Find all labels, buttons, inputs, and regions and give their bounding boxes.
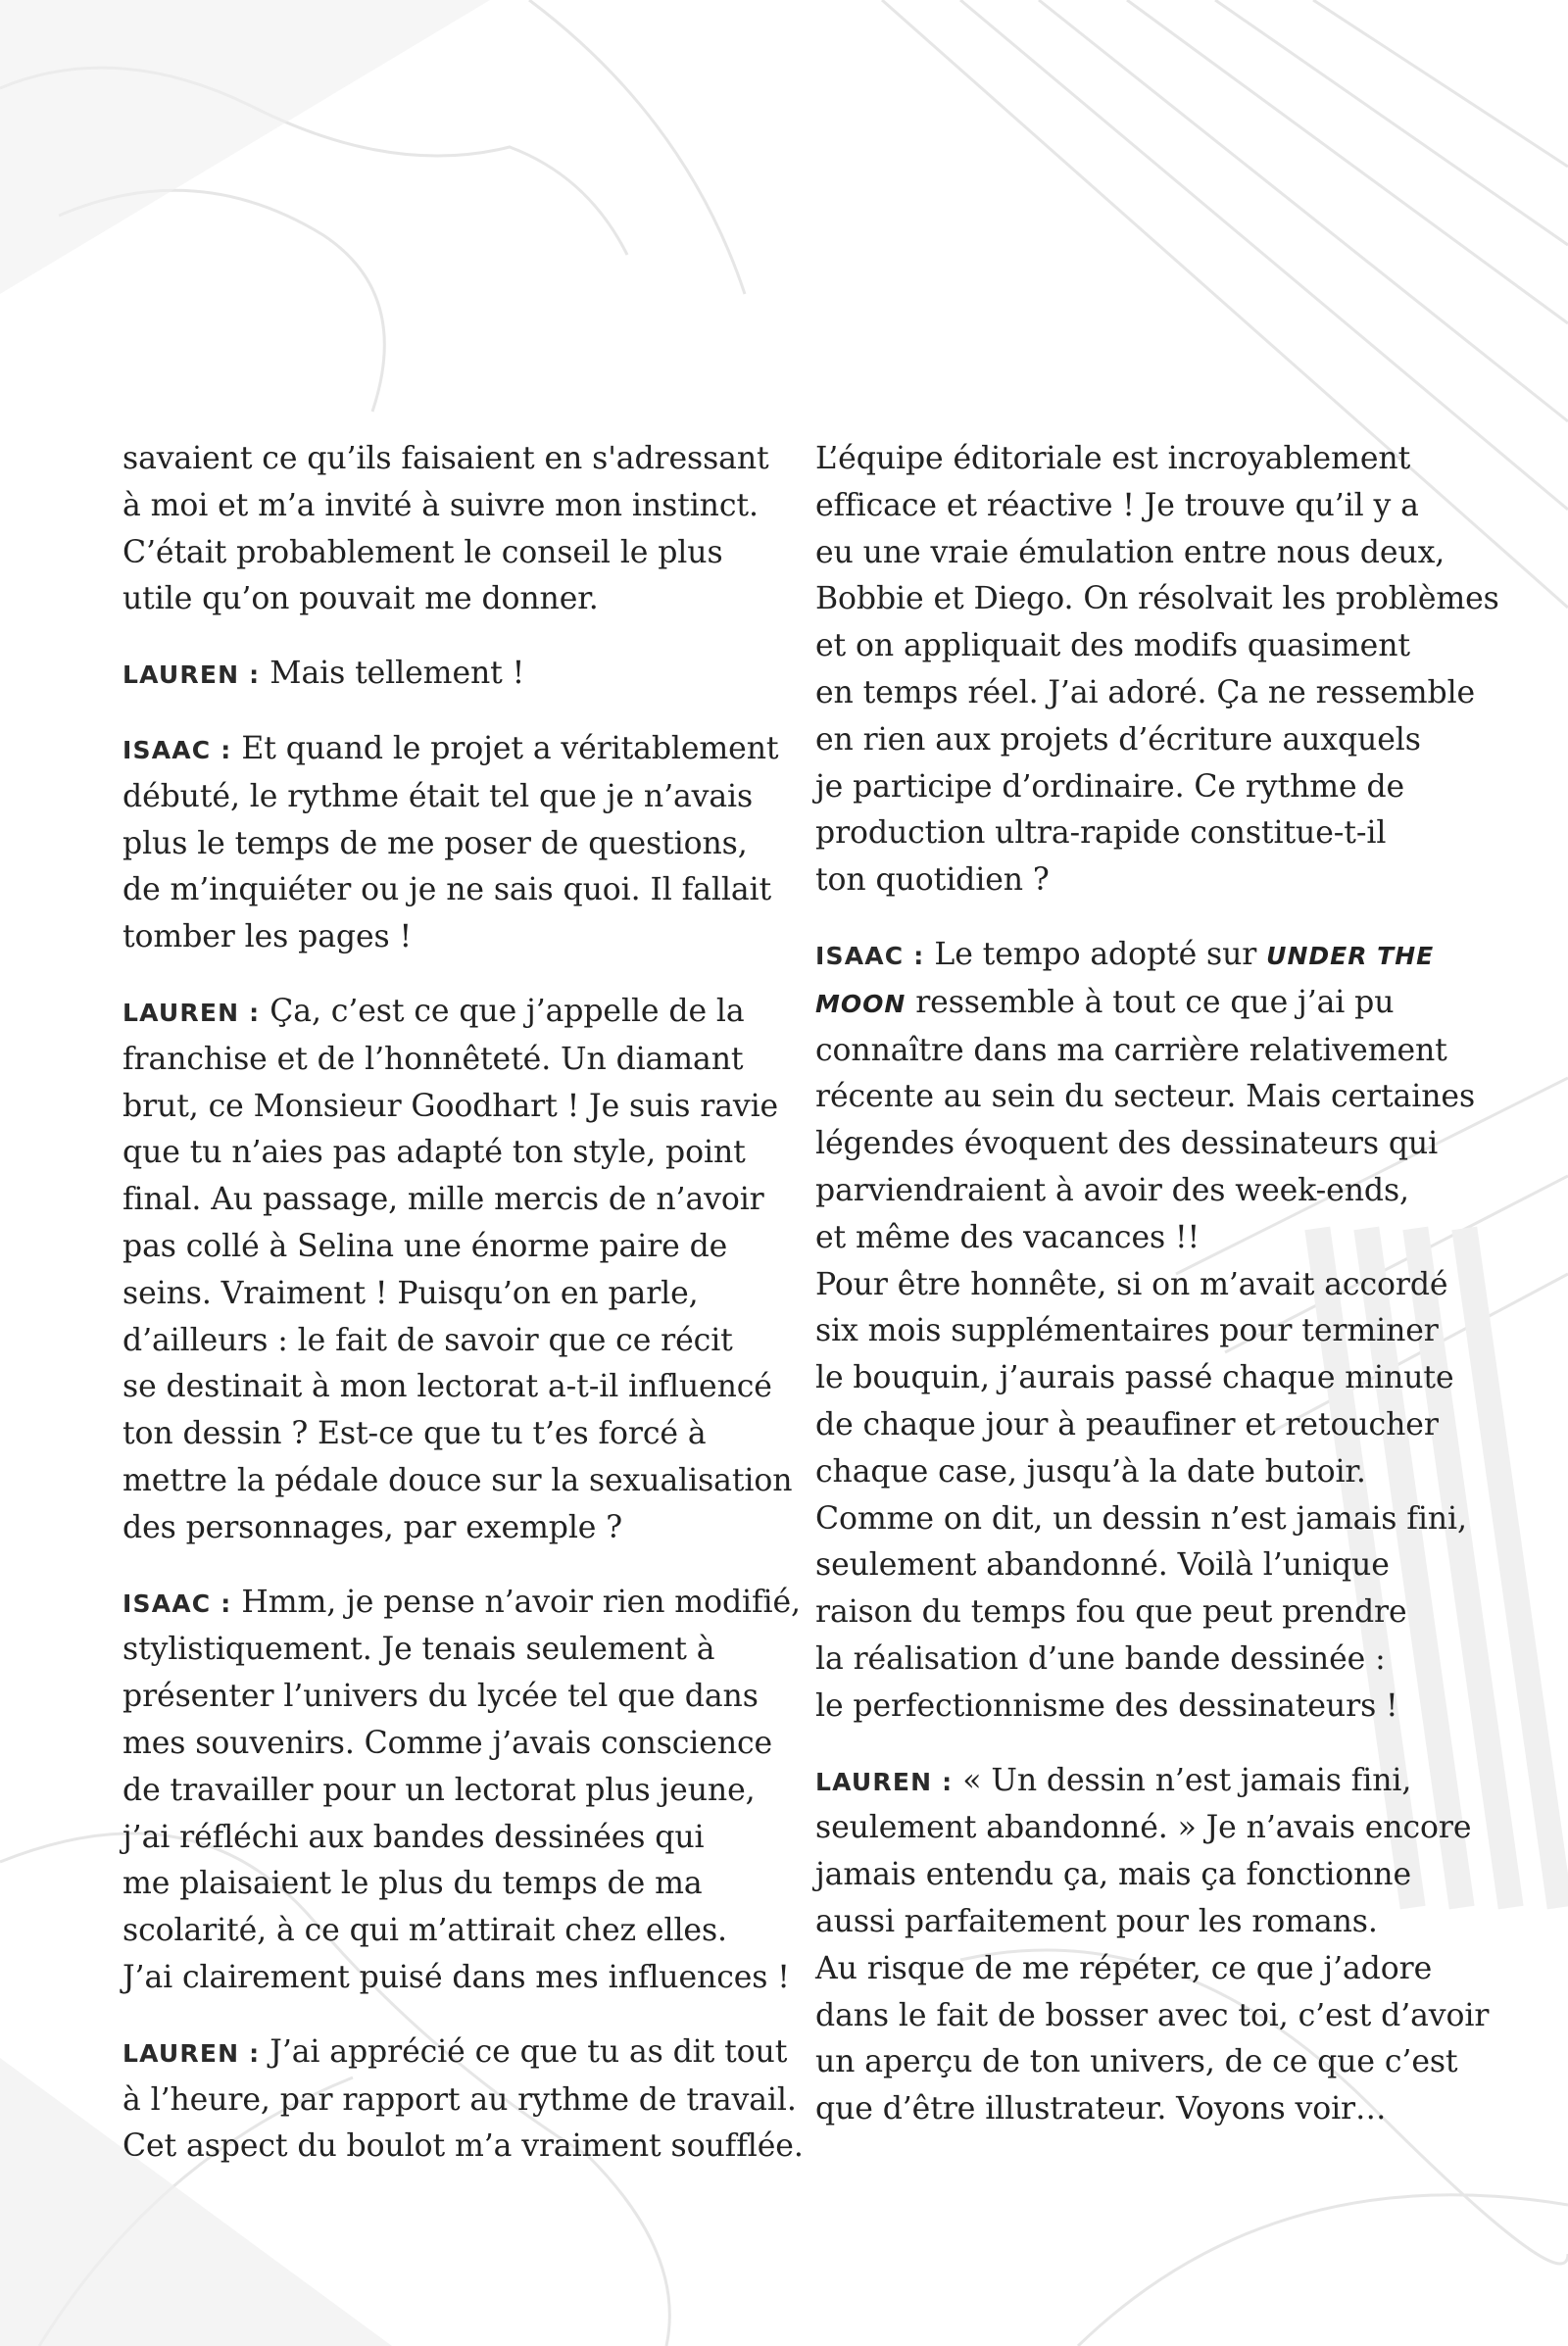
right-column — [815, 436, 1499, 2161]
paragraph — [122, 436, 769, 623]
text-line: de m’inquiéter ou je ne sais quoi. Il fallait — [122, 872, 772, 908]
text-line: Et quand le projet a véritablement — [241, 730, 779, 766]
paragraph — [122, 651, 769, 699]
speaker-label: ISAAC : — [122, 1588, 232, 1618]
text-line: Pour être honnête, si on m’avait accordé — [815, 1266, 1448, 1302]
text-line: et on appliquait des modifs quasiment — [815, 628, 1410, 664]
text-line: j’ai réfléchi aux bandes dessinées qui — [122, 1819, 705, 1855]
text-line: débuté, le rythme était tel que je n’avais — [122, 778, 754, 814]
text-line: la réalisation d’une bande dessinée : — [815, 1640, 1386, 1677]
paragraph — [815, 436, 1499, 904]
text-line: seulement abandonné. » Je n’avais encore — [815, 1810, 1472, 1846]
text-line: plus le temps de me poser de questions, — [122, 825, 748, 861]
text-line: J’ai apprécié ce que tu as dit tout — [270, 2033, 788, 2070]
text-line: scolarité, à ce qui m’attirait chez elles. — [122, 1913, 727, 1949]
text-line: d’ailleurs : le fait de savoir que ce récit — [122, 1322, 733, 1358]
paragraph — [122, 1580, 801, 2002]
text-line: légendes évoquent des dessinateurs qui — [815, 1126, 1439, 1162]
book-title: UNDER THE — [1266, 941, 1435, 970]
text-line: J’ai clairement puisé dans mes influences ! — [122, 1959, 790, 1995]
text-line: savaient ce qu’ils faisaient en s'adressant — [122, 441, 769, 476]
text-line: se destinait à mon lectorat a-t-il influencé — [122, 1369, 772, 1405]
speaker-label: LAUREN : — [122, 2038, 261, 2068]
text-line: production ultra-rapide constitue-t-il — [815, 815, 1387, 852]
text-line: Cet aspect du boulot m’a vraiment soufflée. — [122, 2128, 804, 2165]
text-line: Le tempo adopté sur — [934, 936, 1267, 972]
text-line: « Un dessin n’est jamais fini, — [962, 1762, 1412, 1798]
text-line: jamais entendu ça, mais ça fonctionne — [815, 1857, 1411, 1893]
text-line: de travailler pour un lectorat plus jeune, — [122, 1772, 756, 1808]
paragraph — [122, 2029, 804, 2171]
text-line: présenter l’univers du lycée tel que dans — [122, 1679, 759, 1715]
text-line: de chaque jour à peaufiner et retoucher — [815, 1406, 1439, 1442]
text-line: tomber les pages ! — [122, 919, 413, 955]
text-line: utile qu’on pouvait me donner. — [122, 581, 599, 617]
text-line: Ça, c’est ce que j’appelle de la — [270, 993, 745, 1029]
speaker-label: LAUREN : — [815, 1767, 954, 1796]
text-line: ton quotidien ? — [815, 862, 1050, 899]
text-line: seulement abandonné. Voilà l’unique — [815, 1547, 1390, 1584]
text-line: parviendraient à avoir des week-ends, — [815, 1172, 1409, 1208]
text-line: Bobbie et Diego. On résolvait les problèmes — [815, 581, 1499, 617]
paragraph — [122, 726, 779, 961]
text-line: efficace et réactive ! Je trouve qu’il y a — [815, 487, 1419, 523]
text-line: à l’heure, par rapport au rythme de travail. — [122, 2081, 797, 2118]
text-line: des personnages, par exemple ? — [122, 1509, 623, 1545]
text-line: stylistiquement. Je tenais seulement à — [122, 1632, 715, 1668]
speaker-label: LAUREN : — [122, 998, 261, 1027]
text-line: L’équipe éditoriale est incroyablement — [815, 441, 1411, 476]
text-line: six mois supplémentaires pour terminer — [815, 1313, 1439, 1349]
text-line: seins. Vraiment ! Puisqu’on en parle, — [122, 1275, 699, 1311]
speaker-label: ISAAC : — [815, 941, 925, 970]
text-line: le bouquin, j’aurais passé chaque minute — [815, 1360, 1454, 1396]
paragraph — [122, 989, 793, 1552]
text-line: connaître dans ma carrière relativement — [815, 1032, 1447, 1068]
text-line: que tu n’aies pas adapté ton style, point — [122, 1135, 746, 1171]
text-line: eu une vraie émulation entre nous deux, — [815, 534, 1446, 570]
text-line: récente au sein du secteur. Mais certaines — [815, 1079, 1476, 1115]
text-line: Hmm, je pense n’avoir rien modifié, — [241, 1584, 801, 1620]
paragraph — [815, 932, 1476, 1731]
speaker-label: LAUREN : — [122, 660, 261, 690]
text-line: ton dessin ? Est-ce que tu t’es forcé à — [122, 1416, 707, 1452]
text-line: en rien aux projets d’écriture auxquels — [815, 721, 1421, 758]
text-line: raison du temps fou que peut prendre — [815, 1594, 1407, 1631]
text-line: franchise et de l’honnêteté. Un diamant — [122, 1041, 744, 1077]
text-line: en temps réel. J’ai adoré. Ça ne ressemble — [815, 674, 1476, 710]
text-line: Mais tellement ! — [270, 656, 525, 692]
text-line: me plaisaient le plus du temps de ma — [122, 1866, 703, 1902]
text-line: le perfectionnisme des dessinateurs ! — [815, 1687, 1398, 1724]
text-line: pas collé à Selina une énorme paire de — [122, 1228, 728, 1264]
speaker-label: ISAAC : — [122, 735, 232, 764]
text-line: ressemble à tout ce que j’ai pu — [906, 984, 1395, 1020]
text-line: je participe d’ordinaire. Ce rythme de — [815, 768, 1405, 805]
text-line: aussi parfaitement pour les romans. — [815, 1903, 1378, 1939]
text-line: Comme on dit, un dessin n’est jamais fini, — [815, 1500, 1467, 1537]
text-line: Au risque de me répéter, ce que j’adore — [815, 1950, 1433, 1986]
text-line: mettre la pédale douce sur la sexualisation — [122, 1462, 793, 1498]
text-line: mes souvenirs. Comme j’avais conscience — [122, 1725, 773, 1761]
left-column — [122, 436, 804, 2198]
text-line: chaque case, jusqu’à la date butoir. — [815, 1453, 1366, 1490]
text-line: final. Au passage, mille mercis de n’avoir — [122, 1182, 764, 1218]
text-line: brut, ce Monsieur Goodhart ! Je suis ravie — [122, 1088, 779, 1124]
text-line: dans le fait de bosser avec toi, c’est d’avoir — [815, 1997, 1490, 2033]
book-title: MOON — [815, 989, 906, 1018]
text-line: C’était probablement le conseil le plus — [122, 534, 723, 570]
text-line: un aperçu de ton univers, de ce que c’est — [815, 2044, 1458, 2080]
text-line: à moi et m’a invité à suivre mon instinct. — [122, 487, 759, 523]
text-line: et même des vacances !! — [815, 1219, 1200, 1255]
text-line: que d’être illustrateur. Voyons voir… — [815, 2091, 1387, 2127]
paragraph — [815, 1758, 1490, 2133]
